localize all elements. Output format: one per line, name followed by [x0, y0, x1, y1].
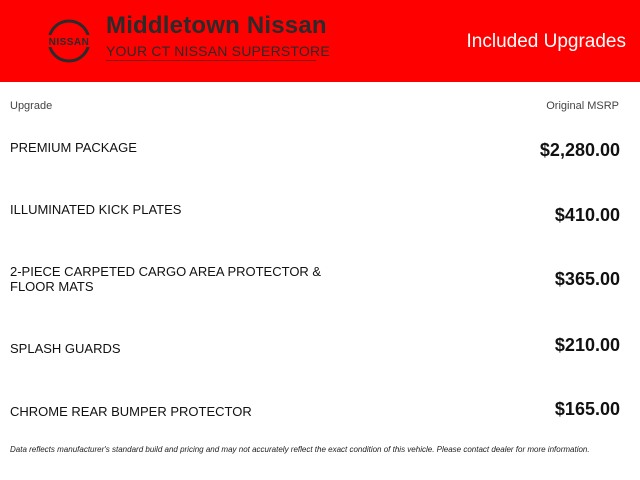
disclaimer-text: Data reflects manufacturer's standard build and pricing and may not accurately reflect the exact condition of this vehicle. Please contact dealer for more information. — [10, 445, 590, 454]
upgrade-name: SPLASH GUARDS — [10, 341, 121, 356]
dealer-name: Middletown Nissan — [106, 12, 327, 39]
upgrade-name: ILLUMINATED KICK PLATES — [10, 202, 182, 217]
upgrade-price: $410.00 — [554, 205, 620, 225]
upgrade-price: $165.00 — [554, 399, 620, 419]
upgrade-name: PREMIUM PACKAGE — [10, 140, 137, 155]
upgrade-price: $365.00 — [554, 269, 620, 289]
nissan-logo-icon — [40, 18, 98, 64]
tagline-divider — [106, 60, 316, 61]
page-title: Included Upgrades — [466, 31, 626, 52]
upgrade-price: $210.00 — [554, 335, 620, 355]
dealer-tagline: YOUR CT NISSAN SUPERSTORE — [106, 43, 330, 59]
upgrade-name: 2-PIECE CARPETED CARGO AREA PROTECTOR & FLOOR MATS — [10, 264, 322, 294]
column-header-upgrade: Upgrade — [10, 100, 53, 112]
upgrade-price: $2,280.00 — [539, 140, 620, 160]
logo-text: NISSAN — [48, 37, 90, 48]
page-header — [0, 0, 640, 82]
upgrade-name: CHROME REAR BUMPER PROTECTOR — [10, 404, 252, 419]
column-header-msrp: Original MSRP — [546, 100, 619, 112]
